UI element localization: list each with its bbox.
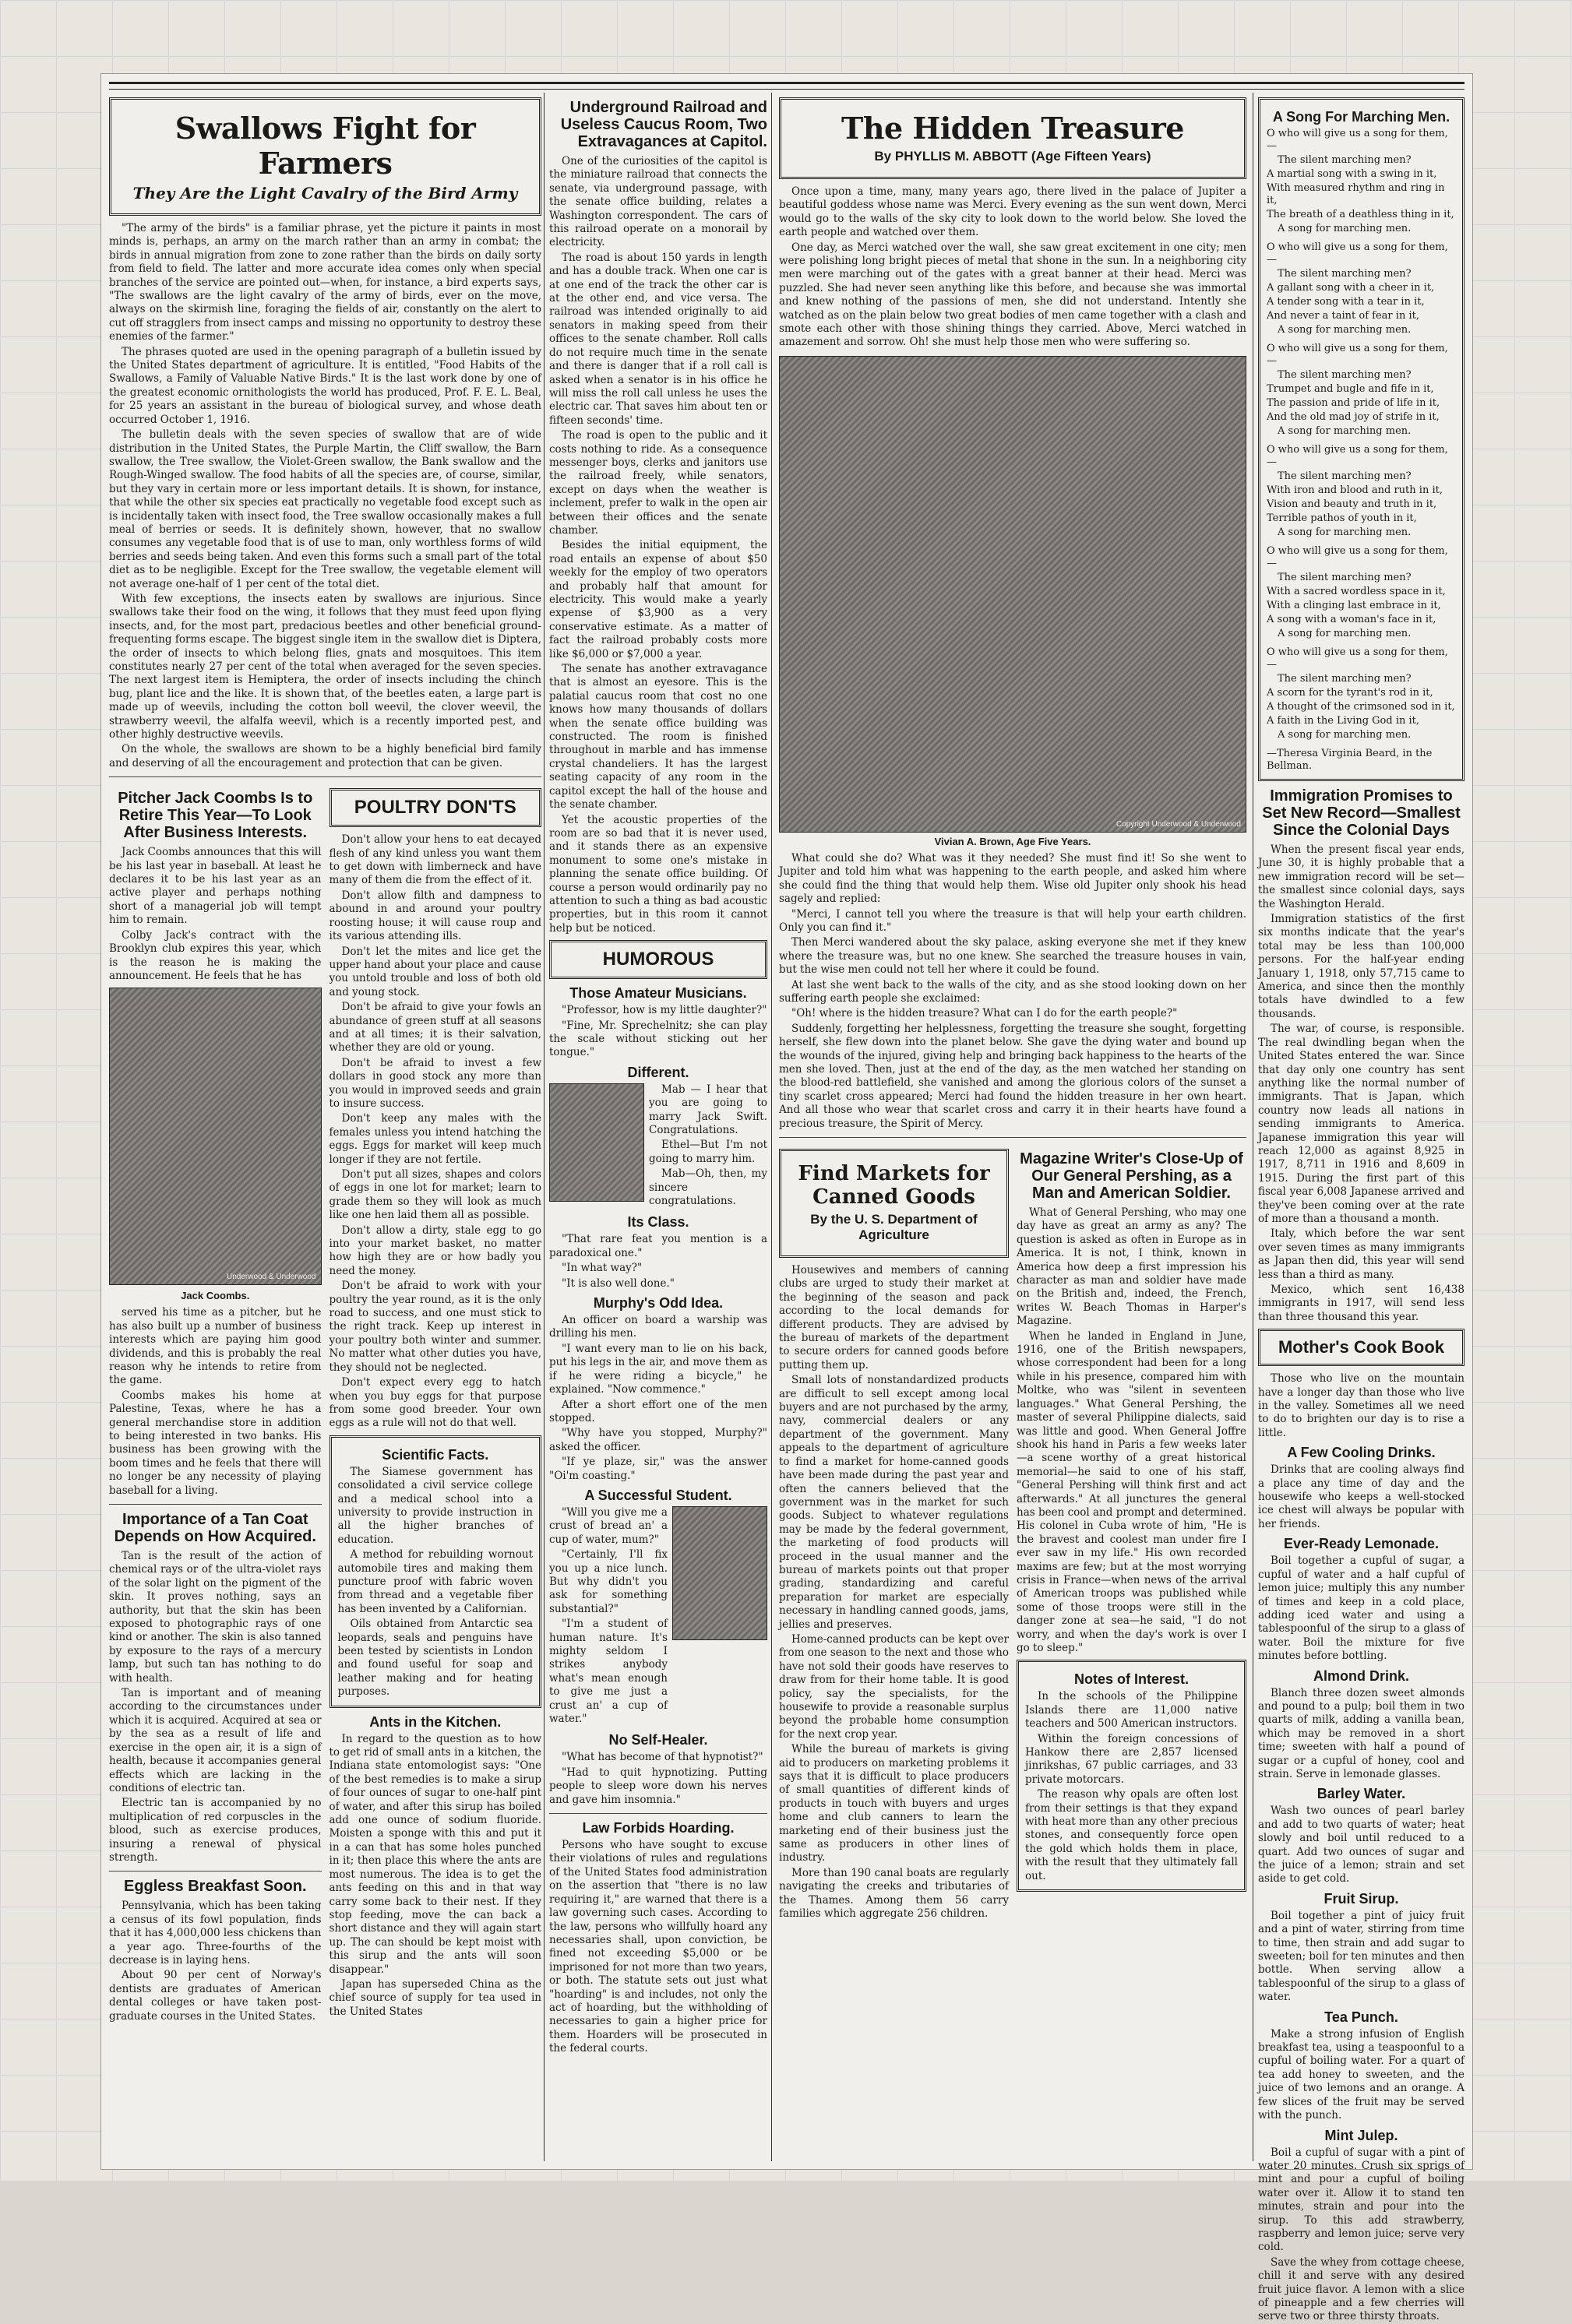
verse-line: O who will give us a song for them,— — [1267, 128, 1448, 152]
coombs-photo — [109, 988, 322, 1285]
lower-left-columns — [109, 783, 541, 2025]
paragraph: Ethel—But I'm not going to marry him. — [649, 1139, 767, 1165]
verse-line: The silent marching men? — [1278, 673, 1412, 685]
paragraph: Persons who have sought to excuse their violations of rules and regulations of the United States food administration on the assertion that "there is no law requiring it," are warned that there is a law governing such cases. According to the law, persons who willfully hoard any necessaries shall, upon conviction, be fined not exceeding $5,000 or be imprisoned for not more than two years, or both. The statute sets out just what "hoarding" is and includes, not only the act of hoarding, but the withholding of necessaries to gain a higher price for them. Hoarders will be prosecuted in the federal courts. — [549, 1839, 767, 2055]
treasure-header — [779, 97, 1246, 179]
song-stanza — [1267, 444, 1456, 539]
swallows-subtitle: They Are the Light Cavalry of the Bird Army — [132, 184, 518, 202]
paragraph: What of General Pershing, who may one day have as great an army as any? The question is asked as often in Europe as in America. It is not, I think, known in America how deep a first impression his character as man and soldier have made on the British and, indeed, the French, writes W. Beach Thomas in Harper's Magazine. — [1017, 1206, 1246, 1328]
paragraph: Coombs makes his home at Palestine, Texas, where he has a general merchandise store in addition to being interested in two banks. His business has been growing with the boom times and he feels that there will no longer be any necessity of playing baseball for a living. — [109, 1389, 322, 1497]
verse-line: A song for marching men. — [1278, 223, 1412, 234]
paragraph: "Why have you stopped, Murphy?" asked the officer. — [549, 1427, 767, 1453]
paragraph: Don't be afraid to invest a few dollars in good stock any more than you would in improved seeds and grain to insure success. — [329, 1056, 541, 1110]
paragraph: Don't allow your hens to eat decayed flesh of any kind unless you want them to get down with limberneck and have many of them die from the effect of it. — [329, 833, 541, 887]
poultry-title: POULTRY DON'TS — [354, 797, 516, 819]
verse-line: A song for marching men. — [1278, 526, 1412, 538]
top-rule — [109, 82, 1464, 90]
paragraph: The senate has another extravagance that is almost an eyesore. This is the palatial caucus room that cost no one knows how many thousands of dollars when the senate office building was constructed. The room is finished throughout in marble and has immense crystal chandeliers. It has the largest seating capacity of any room in the capitol except the hall of the house and the senate chamber. — [549, 663, 767, 812]
column-rule — [544, 93, 545, 2161]
treasure-byline: By PHYLLIS M. ABBOTT (Age Fifteen Years) — [874, 149, 1151, 164]
photo-credit: Copyright Underwood & Underwood — [1116, 819, 1241, 829]
column-center-left — [549, 93, 767, 2161]
paragraph: While the bureau of markets is giving aid to producers on marketing problems it says that it is difficult to place producers of small quantities of different kinds of products in touch with buyers and urges home and club canners to learn the marketing end of their business just the same as producers in other lines of industry. — [779, 1743, 1009, 1864]
verse-line: O who will give us a song for them,— — [1267, 646, 1448, 671]
paragraph: "I'm a student of human nature. It's mighty seldom I strikes anybody what's mean enough to give me just a crust an' a cup of water." — [549, 1618, 668, 1726]
song-stanza — [1267, 646, 1456, 741]
paragraph: On the whole, the swallows are shown to be a highly beneficial bird family and deserving of all the encouragement and protection that can be given. — [109, 743, 541, 769]
eggless-title: Eggless Breakfast Soon. — [123, 1878, 307, 1896]
paragraph: One day, as Merci watched over the wall, she saw great excitement in one city; men were polishing long bright pieces of metal that shone in the sun. In a neighboring city men were marching out of the gates with a great banner at their head. Merci was puzzled. She had never seen anything like this before, and because she was immortal and knew nothing of the passions of men, she did not understand. Intently she watched as on the plain below two great bodies of men came together with a clash and smote each other with those shining things they carried. Above, Merci watched in amazement and sorrow. Oh! she must help those men who were suffering so. — [779, 241, 1246, 349]
paragraph: Don't allow a dirty, stale egg to go into your market basket, no matter how high they are or how badly you need the money. — [329, 1224, 541, 1277]
verse-line: A song for marching men. — [1278, 425, 1412, 437]
paragraph: "Professor, how is my little daughter?" — [562, 1004, 767, 1017]
paragraph: Don't let the mites and lice get the upper hand about your place and cause you untold trouble and loss of both old and young stock. — [329, 945, 541, 998]
paragraph: Yet the acoustic properties of the room are so bad that it is never used, and it stands there as an expensive monument to some one's mistake in planning the senate office building. Of course a person would ordinarily pay no attention to such a thing as bad acoustic properties, but in this room it cannot help but be noticed. — [549, 813, 767, 935]
column-left — [109, 93, 541, 2161]
paragraph: Housewives and members of canning clubs are urged to study their market at the beginning of the season and pack according to the local demands for different products. They are advised by the bureau of markets of the department to secure orders for canned goods before putting them up. — [779, 1264, 1009, 1372]
verse-line: A faith in the Living God in it, — [1267, 715, 1420, 727]
divider — [109, 776, 541, 777]
paragraph: A method for rebuilding wornout automobile tires and making them puncture proof with fabric woven from thread and a vegetable fiber has been invented by a Californian. — [337, 1548, 533, 1615]
verse-line: O who will give us a song for them,— — [1267, 444, 1448, 468]
paragraph: "That rare feat you mention is a paradoxical one." — [549, 1233, 767, 1259]
paragraph: "Oh! where is the hidden treasure? What can I do for the earth people?" — [791, 1007, 1178, 1020]
paragraph: Immigration statistics of the first six months indicate that the year's total may be less than 100,000 persons. For the half-year ending January 1, 1918, only 57,715 came to America, and since then the monthly totals have dwindled to a few thousands. — [1258, 913, 1464, 1020]
ants-title: Ants in the Kitchen. — [369, 1713, 502, 1730]
paragraph: "In what way?" — [562, 1262, 643, 1275]
paragraph: At last she went back to the walls of the city, and as she stood looking down on her suffering earth people she exclaimed: — [779, 978, 1246, 1005]
coombs-title: Pitcher Jack Coombs Is to Retire This Year—To Look After Business Interests. — [118, 790, 313, 842]
paragraph: "What has become of that hypnotist?" — [562, 1751, 763, 1764]
paragraph: The bulletin deals with the seven species of swallow that are of wide distribution in the United States, the Purple Martin, the Cliff swallow, the Barn swallow, the Tree swallow, the Violet-Green swallow, the Bank swallow and the Rough-Winged swallow. The food habits of all the species are, of course, similar, but they vary in certain more or less important details. It is shown, for instance, that while the other six species eat practically no vegetable food except such as is incidentally taken with insect food, the Tree swallow occasionally makes a full meal of berries or seeds. It is definitely shown, however, that no swallow consumes any vegetable food that is of use to man, only worthless forms of wild berries and seeds being taken. And even this forms such a small part of the total diet as to be negligible. Except for the Tree swallow, the vegetable element will not average one-half of 1 per cent of the total diet. — [109, 428, 541, 590]
recipe-title: Barley Water. — [1316, 1786, 1406, 1802]
song-box — [1258, 97, 1464, 781]
treasure-caption: Vivian A. Brown, Age Five Years. — [934, 835, 1091, 847]
paragraph: "Will you give me a crust of bread an' a cup of water, mum?" — [549, 1505, 668, 1546]
paragraph: The phrases quoted are used in the opening paragraph of a bulletin issued by the United States department of agriculture. It is entitled, "Food Habits of the Swallows, a Family of Valuable Native Birds." It is the last work done by one of the greatest economic ornithologists the world has produced, Prof. F. E. L. Beal, for 25 years an assistant in the bureau of biological survey, and whose death occurred October 1, 1916. — [109, 345, 541, 426]
verse-line: The silent marching men? — [1278, 154, 1412, 166]
lower-center-columns — [779, 1144, 1246, 1923]
murphy-title: Murphy's Odd Idea. — [593, 1295, 724, 1312]
verse-line: The breath of a deathless thing in it, — [1267, 209, 1454, 220]
verse-line: A song for marching men. — [1278, 324, 1412, 336]
paragraph: Once upon a time, many, many years ago, there lived in the palace of Jupiter a beautiful goddess whose name was Merci. Every evening as the sun went down, Merci would go to the walls of the sky city to look down to the world below. She loved the earth people and watched over them. — [779, 185, 1246, 239]
paragraph: "Fine, Mr. Sprechelnitz; she can play the scale without sticking out her tongue." — [549, 1019, 767, 1059]
verse-line: The silent marching men? — [1278, 268, 1412, 280]
paragraph: Save the whey from cottage cheese, chill it and serve with any desired fruit juice flavor. A lemon with a slice of pineapple and a few cherries will serve two or three thirsty throats. — [1258, 2255, 1464, 2323]
verse-line: Vision and beauty and truth in it, — [1267, 498, 1437, 510]
verse-line: With a clinging last embrace in it, — [1267, 600, 1441, 611]
paragraph: Don't be afraid to give your fowls an abundance of green stuff at all seasons and at all times; it is their salvation, whether they are old or young. — [329, 1001, 541, 1055]
paragraph: Boil together a cupful of sugar, a cupful of water and a half cupful of lemon juice; multiply this any number of times and keep in a cold place, adding iced water and using a tablespoonful of the sirup to a glass of water. Boil the mixture for five minutes before bottling. — [1258, 1555, 1464, 1663]
swallows-title: Swallows Fight for Farmers — [174, 111, 476, 181]
paragraph: The war, of course, is responsible. The real dwindling began when the United States entered the war. Since that day only one country has sent anything like the normal number of immigrants. That is Japan, which country now leads all nations in sending immigrants to America. Japanese immigration this year will reach 12,000 as against 8,925 in 1917, 8,711 in 1916 and 8,609 in 1915. During the first part of this fiscal year 6,008 Japanese arrived and they've been coming over at the rate of more than a thousand a month. — [1258, 1023, 1464, 1225]
paragraph: Small lots of nonstandardized products are difficult to sell except among local buyers and are not purchased by the army, navy, commercial dealers or any department of the government. Many appeals to the department of agriculture to find a market for home-canned goods have been made during the past year and often the canners believed that the government was in the market for such goods. Subject to whatever regulations may be made by the federal government, the marketing of food products will proceed in the usual manner and the bureau of markets points out that proper grading, standardizing and careful preparation for market are especially necessary in handling canned goods, jams, jellies and preserves. — [779, 1374, 1009, 1631]
paragraph: In regard to the question as to how to get rid of small ants in a kitchen, the Indiana state entomologist says: "One of the best remedies is to make a sirup of four ounces of sugar to one-half pint of water, and after this sirup has boiled add one ounce of sodium fluoride. Moisten a sponge with this and put it in a can that has some holes punched in it; then place this where the ants are most numerous. The idea is to get the ants feeding on this and in that way carry some back to their nest. If they stop feeding, move the can back a short distance and they will again start up. The can should be kept moist with this sirup and the ants will soon disappear." — [329, 1732, 541, 1976]
column-poultry — [330, 783, 542, 2025]
paragraph: "Merci, I cannot tell you where the treasure is that will help your earth children. Only you can find it." — [779, 907, 1246, 934]
recipe-title: Tea Punch. — [1324, 2009, 1398, 2025]
song-stanza — [1267, 128, 1456, 235]
paragraph: In the schools of the Philippine Islands there are 11,000 native teachers and 500 American instructors. — [1025, 1690, 1238, 1731]
paragraph: Italy, which before the war sent over seven times as many immigrants as Japan then did, this year will send less than a third as many. — [1258, 1227, 1464, 1281]
markets-header — [779, 1149, 1009, 1258]
paragraph: When he landed in England in June, 1916, one of the British newspapers, whose correspondent had been for a long while in his presence, compared him with Moltke, who was "silent in seventeen languages." What General Pershing, the master of several Philippine dialects, said was little and good. When General Joffre shook his hand in Paris a few weeks later—a scene worthy of a great historical memorial—he said to one of his staff, "General Pershing will think first and act afterwards." At all junctures the general has been cool and prompt and determined. His colonel in Cuba wrote of him, "He is the bravest and coolest man under fire I ever saw in my life." His own recorded maxims are few; but at the most worrying crisis in France—when news of the arrival of American troops was published while some of those troops were still in the danger zone at sea—he said, "I do not worry, and when the day's work is over I go to sleep." — [1017, 1329, 1246, 1654]
paragraph: Tan is important and of meaning according to the circumstances under which it is acquired. Acquired at sea or by the sea as a result of life and exercise in the open air, it is a sign of health, because it accompanies general effects which are lacking in the conditions of electric tan. — [109, 1687, 322, 1794]
song-title: A Song For Marching Men. — [1272, 109, 1450, 125]
verse-line: A gallant song with a cheer in it, — [1267, 282, 1435, 294]
column-coombs — [109, 783, 322, 2025]
paragraph: "The army of the birds" is a familiar phrase, yet the picture it paints in most minds is, perhaps, an army on the march rather than an army in combat; the birds in annual migration from zone to zone rather than the birds on daily sorty from field to field. The latter and more accurate idea comes only when special branches of the service are pointed out—when, for instance, a bird experts says, "The swallows are the light cavalry of the army of birds, ever on the move, always on the skirmish line, foraging the fields of air, constantly on the alert to cut off stragglers from insect camps and missing no opportunity to destroy these enemies of the farmer." — [109, 222, 541, 343]
paragraph: Boil a cupful of sugar with a pint of water 20 minutes. Crush six sprigs of mint and pour a cupful of boiling water over it. Allow it to stand ten minutes, strain and pour into the sirup. To this add strawberry, raspberry and lemon juice; serve very cold. — [1258, 2146, 1464, 2254]
paragraph: After a short effort one of the men stopped. — [549, 1398, 767, 1424]
paragraph: Within the foreign concessions of Hankow there are 2,857 licensed jinrikshas, 67 public carriages, and 33 private motorcars. — [1025, 1732, 1238, 1786]
paragraph: Those who live on the mountain have a longer day than those who live in the valley. Sometimes all we need to do to brighten our day is to rise a little. — [1258, 1372, 1464, 1439]
paragraph: More than 190 canal boats are regularly navigating the creeks and tributaries of the Thames. Among them 56 carry families which aggregate 256 children. — [779, 1866, 1009, 1921]
paragraph: Don't expect every egg to hatch when you buy eggs for that purpose from some good breeder. Your own eggs as a rule will not do that well. — [329, 1376, 541, 1430]
notes-box — [1017, 1660, 1246, 1892]
verse-line: With measured rhythm and ring in it, — [1267, 182, 1445, 206]
divider — [549, 1813, 767, 1814]
paragraph: Blanch three dozen sweet almonds and pound to a pulp; boil them in two quarts of milk, adding a vanilla bean, which may be removed in a short time; sweeten with half a pound of sugar or a cupful of honey, cool and strain. Serve in lemonade glasses. — [1258, 1686, 1464, 1780]
verse-line: A martial song with a swing in it, — [1267, 168, 1437, 180]
markets-title: Find Markets for Canned Goods — [798, 1162, 990, 1209]
divider — [109, 1504, 322, 1505]
recipe-title: Almond Drink. — [1313, 1667, 1409, 1684]
verse-line: With a sacred wordless space in it, — [1267, 586, 1446, 597]
different-joke — [549, 1083, 767, 1210]
paragraph: Colby Jack's contract with the Brooklyn club expires this year, which is the reason he is making the announcement. He feels that he has — [109, 928, 322, 982]
paragraph: Mab—Oh, then, my sincere congratulations. — [649, 1167, 767, 1208]
song-stanza — [1267, 343, 1456, 438]
railroad-title: Underground Railroad and Useless Caucus Room, Two Extravagances at Capitol. — [560, 99, 767, 150]
paragraph: Don't be afraid to work with your poultry the year round, as it is the only road to success, and one must stick to the right track. Keep up interest in your poultry both winter and summer. No matter what other duties you have, they should not be neglected. — [329, 1280, 541, 1374]
verse-line: With iron and blood and ruth in it, — [1267, 484, 1443, 496]
divider — [779, 1137, 1246, 1138]
pershing-title: Magazine Writer's Close-Up of Our General Pershing, as a Man and American Soldier. — [1020, 1150, 1243, 1202]
paragraph: served his time as a pitcher, but he has also built up a number of business interests which are paying him good dividends, and this is probably the real reason why he intends to retire from the game. — [109, 1306, 322, 1387]
recipe-title: Ever-Ready Lemonade. — [1283, 1536, 1440, 1552]
cookbook-header — [1258, 1329, 1464, 1366]
tan-title: Importance of a Tan Coat Depends on How Acquired. — [114, 1511, 316, 1545]
cartoon-tramp-illustration — [672, 1506, 767, 1640]
swallows-article-header — [109, 97, 541, 216]
verse-line: The silent marching men? — [1278, 470, 1412, 482]
newspaper-page — [101, 74, 1472, 2323]
class-title: Its Class. — [627, 1214, 689, 1231]
nurse-girl-photo — [779, 356, 1246, 833]
paragraph: "Had to quit hypnotizing. Putting people to sleep wore down his nerves and gave him insomnia." — [549, 1766, 767, 1806]
paragraph: The road is about 150 yards in length and has a double track. When one car is at one end of the track the other car is at the other end, and vice versa. The railroad was intended originally to aid senators in making speed from their offices to the senate chamber. Roll calls do not require much time in the senate and there is danger that if a roll call is asked when a senator is in his office he will miss the roll call unless he uses the electric car. That saves him about ten or fifteen seconds' time. — [549, 251, 767, 427]
paragraph: With few exceptions, the insects eaten by swallows are injurious. Since swallows take their food on the wing, it follows that they must feed upon flying insects, and, for the most part, predacious beetles and other beneficial ground-frequenting forms escape. The biggest single item in the swallow diet is Diptera, the order of insects to which belong flies, gnats and mosquitoes. This item constitutes nearly 27 per cent of the total when averaged for the seven species. The next largest item is Hemiptera, the order of insects including the chinch bug, plant lice and the like. It is shown that, of the beetles eaten, a large part is made up of weevils, including the cotton boll weevil, the clover weevil, the strawberry weevil, the alfalfa weevil, which is a recently imported pest, and other highly destructive weevils. — [109, 592, 541, 741]
hoarding-title: Law Forbids Hoarding. — [582, 1820, 735, 1836]
paragraph: Don't put all sizes, shapes and colors of eggs in one lot for market; learn to grade them so they will look as much like one hen laid them all as possible. — [329, 1168, 541, 1222]
markets-byline: By the U. S. Department of Agriculture — [810, 1212, 978, 1242]
verse-line: A song for marching men. — [1278, 729, 1412, 741]
verse-line: O who will give us a song for them,— — [1267, 545, 1448, 569]
notes-title: Notes of Interest. — [1073, 1671, 1190, 1688]
treasure-title: The Hidden Treasure — [841, 111, 1184, 146]
column-center-right — [779, 93, 1246, 2161]
song-stanza — [1267, 545, 1456, 640]
paragraph: Besides the initial equipment, the road entails an expense of about $50 weekly for the employ of two operators and probably half that amount for electricity. This would make a yearly expense of $3,900 as a very conservative estimate. As a matter of fact the railroad probably costs more like $6,000 or $7,000 a year. — [549, 539, 767, 660]
swallows-body — [109, 222, 541, 770]
paragraph: The Siamese government has consolidated a civil service college and a medical school into a university to provide instruction in all the higher branches of education. — [337, 1465, 533, 1546]
column-pershing — [1017, 1144, 1246, 1923]
recipe-title: Fruit Sirup. — [1324, 1890, 1399, 1907]
musicians-title: Those Amateur Musicians. — [569, 985, 747, 1002]
song-author: —Theresa Virginia Beard, in the Bellman. — [1267, 748, 1433, 772]
verse-line: And never a taint of fear in it, — [1267, 310, 1419, 322]
column-rule — [771, 93, 772, 2161]
paragraph: Tan is the result of the action of chemical rays or of the ultra-violet rays of the solar light on the pigment of the skin. It proves nothing, says an authority, but that the skin has been exposed to photographic rays of one kind or another. The skin is also tanned by exposure to the rays of a mercury lamp, but such tan has nothing to do with health. — [109, 1550, 322, 1685]
paragraph: Pennsylvania, which has been taking a census of its fowl population, finds that it has 4,000,000 less chickens than a year ago. Three-fourths of the decrease is in laying hens. — [109, 1900, 322, 1967]
verse-line: The passion and pride of life in it, — [1267, 397, 1440, 409]
paragraph: Electric tan is accompanied by no multiplication of red corpuscles in the blood, such as exercise produces, insuring a renewal of physical strength. — [109, 1797, 322, 1864]
paragraph: Boil together a pint of juicy fruit and a pint of water, stirring from time to time, then strain and add sugar to sweeten; boil for ten minutes and then bottle. When serving allow a tablespoonful of the sirup to a glass of water. — [1258, 1909, 1464, 2004]
scientific-title: Scientific Facts. — [382, 1446, 489, 1463]
verse-line: Trumpet and bugle and fife in it, — [1267, 383, 1434, 395]
recipe-title: A Few Cooling Drinks. — [1287, 1445, 1436, 1461]
paragraph: The road is open to the public and it costs nothing to ride. As a consequence messenger boys, clerks and janitors use the railroad freely, while senators, except on days when the weather is inclement, prefer to walk in the open air between their offices and the senate chamber. — [549, 429, 767, 537]
paragraph: What could she do? What was it they needed? She must find it! So she went to Jupiter and told him what was happening to the earth people, and asked him where she could find the thing that would help them. Wise old Jupiter only shook his head sagely and replied: — [779, 851, 1246, 906]
immigration-title: Immigration Promises to Set New Record—Smallest Since the Colonial Days — [1262, 787, 1461, 839]
paragraph: The reason why opals are often lost from their settings is that they expand with heat more than any other precious stones, and consequently force open the gold which holds them in place, with the result that they ultimately fall out. — [1025, 1788, 1238, 1882]
verse-line: A song for marching men. — [1278, 628, 1412, 639]
paragraph: Don't allow filth and dampness to abound in and around your poultry roosting house; it will cause roup and its various attending ills. — [329, 889, 541, 943]
paragraph: Jack Coombs announces that this will be his last year in baseball. At least he declares it to be his last year as an active player and perhaps nothing short of a managerial job will tempt him to remain. — [109, 846, 322, 927]
paragraph: Drinks that are cooling always find a place any time of day and the housewife who keeps a well-stocked ice chest will always be popular with her friends. — [1258, 1463, 1464, 1530]
cartoon-women-illustration — [549, 1083, 644, 1202]
verse-line: O who will give us a song for them,— — [1267, 343, 1448, 367]
paragraph: Mexico, which sent 16,438 immigrants in 1917, will send less than three thousand this year. — [1258, 1283, 1464, 1323]
paragraph: "I want every man to lie on his back, put his legs in the air, and move them as if he were riding a bicycle," he explained. "Now commence." — [549, 1342, 767, 1396]
paragraph: One of the curiosities of the capitol is the miniature railroad that connects the senate, via underground passage, with the senate office building, relates a Washington correspondent. The cars of this railroad operate on a monorail by electricity. — [549, 155, 767, 249]
verse-line: A thought of the crimsoned sod in it, — [1267, 701, 1455, 713]
different-title: Different. — [627, 1064, 689, 1080]
humorous-title: HUMOROUS — [602, 949, 714, 970]
paragraph: Oils obtained from Antarctic sea leopards, seals and penguins have been tested by scientists in London and found useful for soap and leather making and for heating purposes. — [337, 1618, 533, 1699]
paragraph: "If ye plaze, sir," was the answer "Oi'm coasting." — [549, 1456, 767, 1482]
paragraph: "It is also well done." — [562, 1276, 675, 1290]
paragraph: Don't keep any males with the females unless you intend hatching the eggs. Eggs for market will keep much longer if they are not fertile. — [329, 1112, 541, 1166]
coombs-caption: Jack Coombs. — [181, 1290, 250, 1302]
poultry-header — [330, 788, 542, 827]
recipe-title: Mint Julep. — [1324, 2127, 1398, 2143]
verse-line: The silent marching men? — [1278, 369, 1412, 381]
student-title: A Successful Student. — [584, 1487, 732, 1503]
photo-credit: Underwood & Underwood — [226, 1273, 316, 1282]
student-joke — [549, 1506, 767, 1728]
verse-line: O who will give us a song for them,— — [1267, 241, 1448, 266]
verse-line: Terrible pathos of youth in it, — [1267, 512, 1417, 524]
verse-line: A song with a woman's face in it, — [1267, 614, 1436, 625]
verse-line: A tender song with a tear in it, — [1267, 296, 1425, 308]
paragraph: Then Merci wandered about the sky palace, asking everyone she met if they knew where the treasure was, but no one knew. She searched the treasure houses in vain, but the wise men could not tell her where it could be found. — [779, 936, 1246, 977]
paragraph: Make a strong infusion of English breakfast tea, using a teaspoonful to a cupful of boiling water. For a quart of tea add honey to sweeten, and the juice of two lemons and an orange. A few slices of the fruit may be served with the punch. — [1258, 2027, 1464, 2122]
paragraph: When the present fiscal year ends, June 30, it is highly probable that a new immigration record will be set—the smallest since colonial days, says the Washington Herald. — [1258, 843, 1464, 910]
paragraph: Wash two ounces of pearl barley and add to two quarts of water; heat slowly and boil until reduced to a quart. Add two ounces of sugar and the juice of a lemon; strain and set aside to get cold. — [1258, 1805, 1464, 1886]
paragraph: An officer on board a warship was drilling his men. — [549, 1314, 767, 1340]
verse-line: The silent marching men? — [1278, 572, 1412, 583]
paragraph: Mab — I hear that you are going to marry Jack Swift. Congratulations. — [649, 1083, 767, 1136]
verse-line: A scorn for the tyrant's rod in it, — [1267, 687, 1433, 699]
verse-line: And the old mad joy of strife in it, — [1267, 411, 1440, 423]
paragraph: "Certainly, I'll fix you up a nice lunch. But why didn't you ask for something substantial?" — [549, 1548, 668, 1615]
humorous-header — [549, 940, 767, 979]
column-right — [1258, 93, 1464, 2323]
paragraph: Japan has superseded China as the chief source of supply for tea used in the United States — [329, 1977, 541, 2018]
song-stanza — [1267, 241, 1456, 336]
healer-title: No Self-Healer. — [608, 1732, 708, 1748]
divider — [109, 1871, 322, 1872]
paragraph: About 90 per cent of Norway's dentists are graduates of American dental colleges or have taken post-graduate courses in the United States. — [109, 1969, 322, 2023]
cookbook-title: Mother's Cook Book — [1278, 1337, 1445, 1357]
paragraph: Suddenly, forgetting her helplessness, forgetting the treasure she sought, forgetting herself, she flew down into the planet below. She gave the dying water and bound up the wounds of the injured, giving help and bringing back happiness to the hearts of the men she loved. Then, just at the end of the day, as the men watched her standing on the blood-red battlefield, she vanished and among the glorious colors of the sunset a tiny scarlet cross appeared; Merci had found the hidden treasure in her own heart. And all those who wear that scarlet cross and carry it in their hearts have found a precious treasure, the Spirit of Mercy. — [779, 1022, 1246, 1130]
scientific-box — [330, 1435, 542, 1708]
column-markets — [779, 1144, 1009, 1923]
paragraph: Home-canned products can be kept over from one season to the next and those who have not sold their goods have reserves to draw from for their home table. It is good policy, say the specialists, for the housewife to provide a reasonable surplus beyond the probable home consumption for the next crop year. — [779, 1632, 1009, 1741]
